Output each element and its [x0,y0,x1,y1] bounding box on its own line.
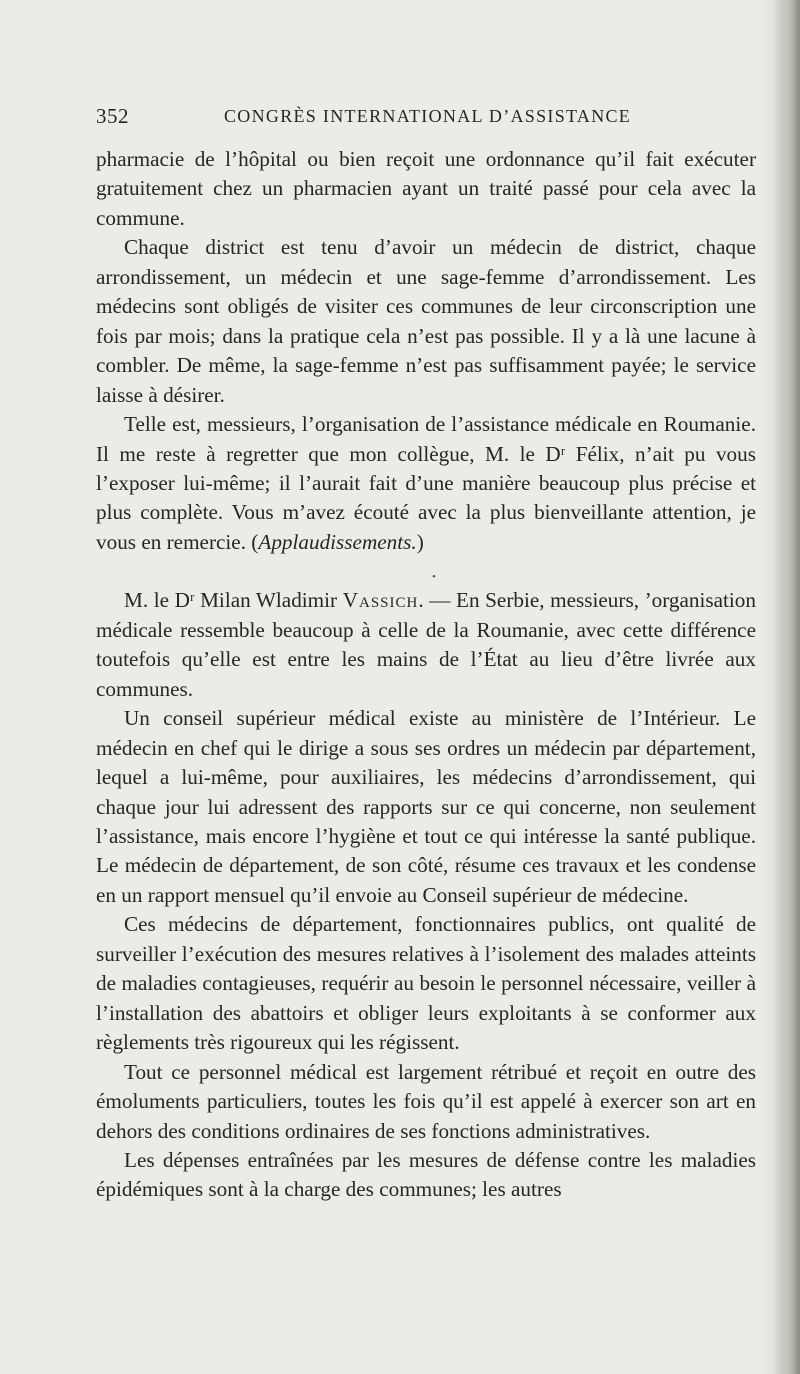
paragraph: Ces médecins de département, fonctionnaires publics, ont qualité de surveiller l’exécution des mesures relatives à l’isolement des malades atteints de maladies contagieuses, requérir au besoin le personnel nécessaire, veiller à l’installation des abattoirs et obliger leurs exploitants à se conformer aux règlements très rigoureux qui les régissent. [96,912,756,1055]
applause-note: Applaudissements. [258,529,417,554]
page-header [96,104,760,136]
paragraph-text: Telle est, messieurs, l’organisation de l’assistance médicale en Roumanie. Il me reste à regretter que mon collègue, M. le Dʳ Félix, n’ait pu vous l’exposer lui-même; il l’aurait fait d’une manière beaucoup plus précise et plus complète. Vous m’avez écouté avec la plus bienveillante attention, je vous en remercie. ( [96,412,756,554]
section-separator [96,557,756,586]
paragraph: Les dépenses entraînées par les mesures de défense contre les maladies épidémiques sont à la charge des communes; les autres [96,1147,756,1202]
paragraph-closing [96,410,756,557]
paragraph: Tout ce personnel médical est largement rétribué et reçoit en outre des émoluments particuliers, toutes les fois qu’il est appelé à exercer son art en dehors des conditions ordinaires de ses fonctions administratives. [96,1059,756,1143]
speaker-text: . — En Serbie, messieurs, ’organisation médicale ressemble beaucoup à celle de la Roumanie, avec cette différence toutefois qu’elle est entre les mains de l’État au lieu d’être livrée aux communes. [96,588,756,701]
speaker-paragraph [96,586,756,704]
paragraph: Un conseil supérieur médical existe au ministère de l’Intérieur. Le médecin en chef qui le dirige a sous ses ordres un médecin par département, lequel a lui-même, pour auxiliaires, les médecins d’arrondissement, qui chaque jour lui adressent des rapports sur ce qui concerne, non seulement l’assistance, mais encore l’hygiène et tout ce qui intéresse la santé publique. Le médecin de département, de son côté, résume ces travaux et les condense en un rapport mensuel qu’il envoie au Conseil supérieur de médecine. [96,706,756,907]
page-number: 352 [96,104,129,128]
paragraph: Chaque district est tenu d’avoir un médecin de district, chaque arrondissement, un médecin et une sage-femme d’arrondissement. Les médecins sont obligés de visiter ces communes de leur circonscription une fois par mois; dans la pratique cela n’est pas possible. Il y a là une lacune à combler. De même, la sage-femme n’est pas suffisamment payée; le service laisse à désirer. [96,235,756,407]
running-head: CONGRÈS INTERNATIONAL D’ASSISTANCE [224,106,632,126]
speaker-name: Vassich [342,588,419,613]
paren-close: ) [416,529,424,554]
paragraph: pharmacie de l’hôpital ou bien reçoit une ordonnance qu’il fait exécuter gratuitement chez un pharmacien ayant un traité passé pour cela avec la commune. [96,147,756,230]
page-edge-shadow [772,0,800,1374]
body-text [96,145,756,1205]
speaker-prefix: M. le Dʳ Milan Wladimir [124,588,343,613]
separator-mark: • [432,571,436,584]
